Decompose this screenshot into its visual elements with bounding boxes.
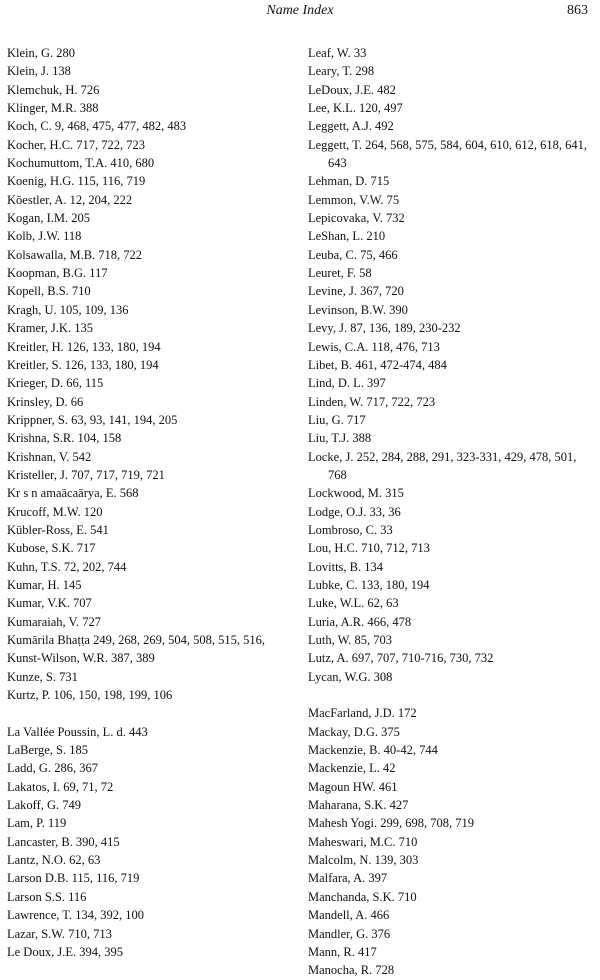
index-entry: Mackenzie, B. 40-42, 744 (308, 743, 438, 758)
index-entry: Leggett, T. 264, 568, 575, 584, 604, 610, 612, 618, 641, 643 (308, 137, 588, 171)
index-entry: Leaf, W. 33 (308, 46, 367, 60)
index-entry: Kolb, J.W. 118 (7, 229, 82, 244)
index-entry: Lakatos, I. 69, 71, 72 (7, 779, 114, 794)
index-entry: Larson S.S. 116 (7, 889, 87, 904)
index-entry: Leary, T. 298 (308, 64, 375, 79)
index-entry: Lodge, O.J. 33, 36 (308, 504, 401, 519)
index-entry: Luria, A.R. 466, 478 (308, 614, 412, 629)
index-entry: Krinsley, D. 66 (7, 394, 84, 409)
index-entry: Lovitts, B. 134 (308, 559, 384, 574)
index-entry: Klein, G. 280 (7, 46, 76, 60)
index-entry: Mandell, A. 466 (308, 908, 390, 923)
index-entry: Lou, H.C. 710, 712, 713 (308, 541, 430, 556)
index-entry: Manchanda, S.K. 710 (308, 889, 417, 904)
index-entry: Lam, P. 119 (7, 816, 67, 831)
index-entry: Klemchuk, H. 726 (7, 82, 100, 97)
index-entry: Krieger, D. 66, 115 (7, 376, 104, 391)
index-entry: LeShan, L. 210 (308, 229, 386, 244)
index-entry: Kumārila Bhaṭṭa 249, 268, 269, 504, 508, 515, 516, (7, 633, 265, 647)
page-header-title: Name Index (266, 3, 334, 18)
index-entry: Lee, K.L. 120, 497 (308, 101, 403, 116)
index-section-spacer (7, 704, 297, 722)
index-entry: Köestler, A. 12, 204, 222 (7, 192, 133, 207)
index-entry: Lubke, C. 133, 180, 194 (308, 577, 430, 592)
index-entry: Kolsawalla, M.B. 718, 722 (7, 247, 143, 262)
index-entry: Lind, D. L. 397 (308, 376, 386, 391)
index-entry: Koch, C. 9, 468, 475, 477, 482, 483 (7, 119, 187, 134)
index-entry: Lawrence, T. 134, 392, 100 (7, 908, 144, 923)
index-entry: Lombroso, C. 33 (308, 522, 393, 537)
index-entry: Kurtz, P. 106, 150, 198, 199, 106 (7, 688, 173, 703)
index-entry: Kuhn, T.S. 72, 202, 744 (7, 559, 127, 574)
index-entry: Magoun HW. 461 (308, 779, 398, 794)
index-entry: Lutz, A. 697, 707, 710-716, 730, 732 (308, 651, 494, 666)
index-entry: Kramer, J.K. 135 (7, 321, 93, 336)
index-entry: Lycan, W.G. 308 (308, 669, 393, 684)
index-entry: Leuba, C. 75, 466 (308, 247, 398, 262)
index-entry: Krishna, S.R. 104, 158 (7, 431, 122, 446)
index-entry: Kumar, V.K. 707 (7, 596, 92, 611)
index-entry: Mackenzie, L. 42 (308, 761, 396, 776)
index-entry: Kreitler, S. 126, 133, 180, 194 (7, 357, 159, 372)
index-entry: Kumaraiah, V. 727 (7, 614, 101, 629)
index-entry: Leuret, F. 58 (308, 266, 372, 281)
index-entry: LaBerge, S. 185 (7, 743, 89, 758)
index-entry: Larson D.B. 115, 116, 719 (7, 871, 140, 886)
index-entry: Krishnan, V. 542 (7, 449, 92, 464)
index-entry: Levine, J. 367, 720 (308, 284, 404, 299)
index-entry: Le Doux, J.E. 394, 395 (7, 944, 123, 959)
index-entry: Koopman, B.G. 117 (7, 266, 108, 281)
index-entry: Lehman, D. 715 (308, 174, 390, 189)
index-entry: Kr s n amaācaārya, E. 568 (7, 486, 139, 501)
index-entry: Maheswari, M.C. 710 (308, 834, 418, 849)
index-entry: Lewis, C.A. 118, 476, 713 (308, 339, 440, 354)
index-entry: Mandler, G. 376 (308, 926, 391, 941)
index-entry: Kogan, I.M. 205 (7, 211, 90, 226)
index-entry: Kristeller, J. 707, 717, 719, 721 (7, 467, 165, 482)
index-entry: Liu, G. 717 (308, 412, 366, 427)
index-entry: Mackay, D.G. 375 (308, 724, 400, 739)
index-entry: Klinger, M.R. 388 (7, 101, 99, 116)
index-entry: Ladd, G. 286, 367 (7, 761, 98, 776)
page-number: 863 (567, 3, 588, 18)
index-section-spacer (308, 686, 598, 704)
index-entry: Maharana, S.K. 427 (308, 798, 409, 813)
index-entry: Kunze, S. 731 (7, 669, 78, 684)
index-entry: Kreitler, H. 126, 133, 180, 194 (7, 339, 161, 354)
index-entry: Mann, R. 417 (308, 944, 377, 959)
index-entry: Lepicovaka, V. 732 (308, 211, 405, 226)
index-column-left (7, 44, 297, 961)
index-entry: Levinson, B.W. 390 (308, 302, 408, 317)
index-entry: Lazar, S.W. 710, 713 (7, 926, 112, 941)
index-entry: Luke, W.L. 62, 63 (308, 596, 399, 611)
index-entry: Malcolm, N. 139, 303 (308, 853, 419, 868)
index-entry: Kragh, U. 105, 109, 136 (7, 302, 129, 317)
index-entry: Klein, J. 138 (7, 64, 71, 79)
index-entry: Lemmon, V.W. 75 (308, 192, 400, 207)
index-entry: Manocha, R. 728 (308, 963, 395, 978)
index-entry: Libet, B. 461, 472-474, 484 (308, 357, 447, 372)
index-entry: Kochumuttom, T.A. 410, 680 (7, 156, 155, 171)
index-entry: Lockwood, M. 315 (308, 486, 404, 501)
index-entry: Koenig, H.G. 115, 116, 719 (7, 174, 146, 189)
index-entry: MacFarland, J.D. 172 (308, 706, 417, 721)
index-entry: Levy, J. 87, 136, 189, 230-232 (308, 321, 461, 336)
index-entry: Krucoff, M.W. 120 (7, 504, 103, 519)
index-entry: Lantz, N.O. 62, 63 (7, 853, 101, 868)
index-entry: Kocher, H.C. 717, 722, 723 (7, 137, 146, 152)
index-column-right (308, 44, 598, 980)
index-entry: Lancaster, B. 390, 415 (7, 834, 120, 849)
index-entry: Lakoff, G. 749 (7, 798, 82, 813)
index-entry: Malfara, A. 397 (308, 871, 388, 886)
index-entry: Locke, J. 252, 284, 288, 291, 323-331, 429, 478, 501, 768 (308, 449, 577, 482)
index-entry: Krippner, S. 63, 93, 141, 194, 205 (7, 412, 178, 427)
index-entry: Kübler-Ross, E. 541 (7, 522, 109, 537)
index-entry: Mahesh Yogi. 299, 698, 708, 719 (308, 816, 474, 831)
index-entry: Kunst-Wilson, W.R. 387, 389 (7, 651, 155, 666)
index-entry: Kopell, B.S. 710 (7, 284, 91, 299)
index-entry: Leggett, A.J. 492 (308, 119, 394, 134)
index-entry: Kumar, H. 145 (7, 577, 82, 592)
index-entry: Linden, W. 717, 722, 723 (308, 394, 436, 409)
index-entry: Luth, W. 85, 703 (308, 633, 393, 647)
index-entry: LeDoux, J.E. 482 (308, 82, 396, 97)
index-entry: Liu, T.J. 388 (308, 431, 372, 446)
index-entry: La Vallée Poussin, L. d. 443 (7, 724, 148, 739)
index-entry: Kubose, S.K. 717 (7, 541, 96, 556)
